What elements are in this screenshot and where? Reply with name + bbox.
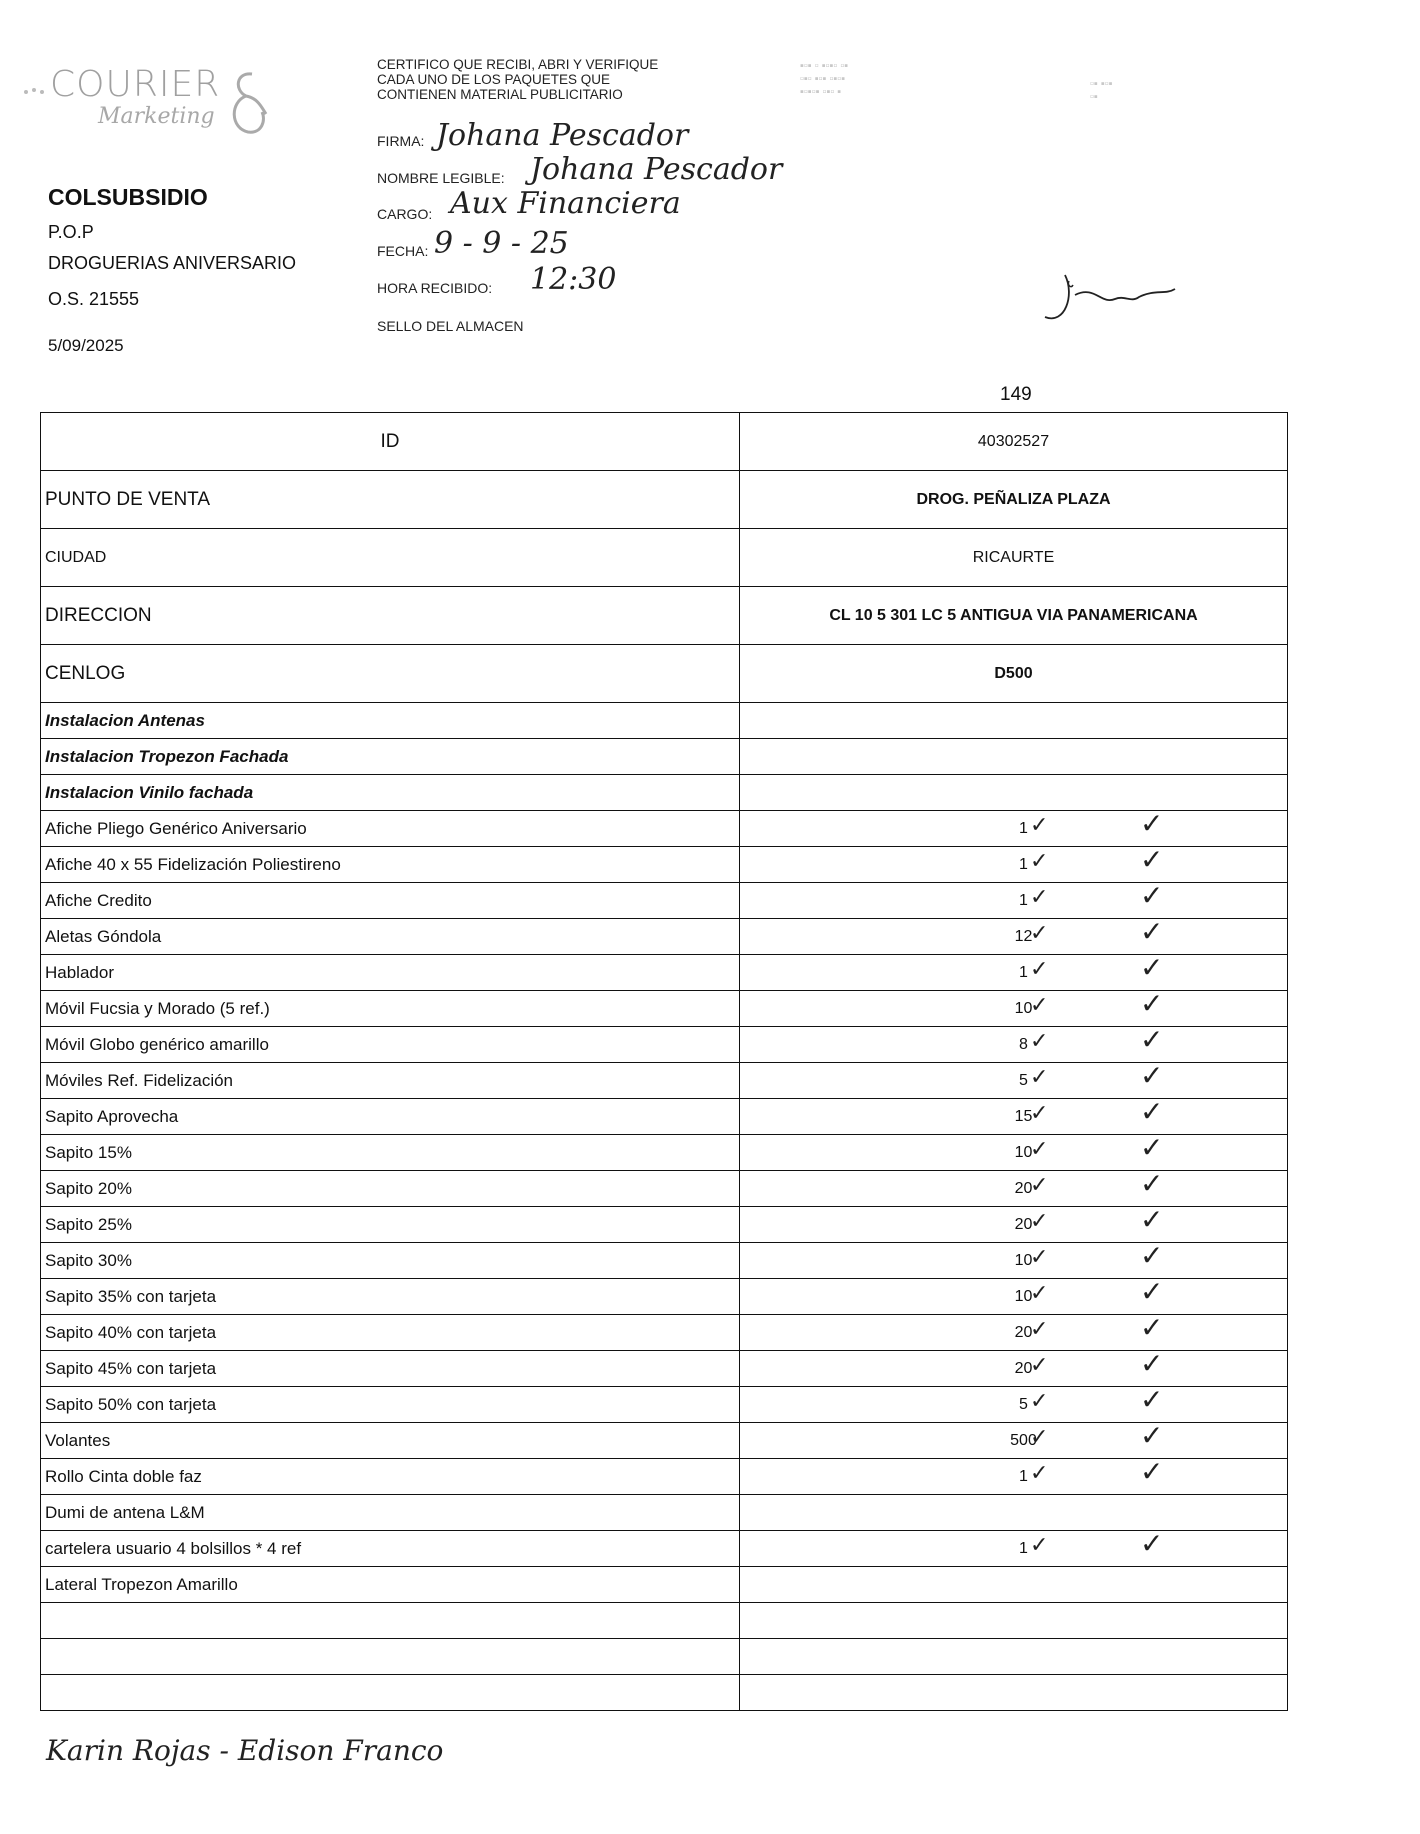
table-row bbox=[41, 1099, 1288, 1135]
item-quantity-cell bbox=[740, 1095, 1288, 1135]
table-row bbox=[41, 883, 1288, 919]
delivery-table bbox=[40, 412, 1288, 1711]
table-row bbox=[41, 703, 1288, 739]
item-name: Móviles Ref. Fidelización bbox=[41, 1063, 740, 1099]
item-quantity: 1 bbox=[1019, 819, 1028, 837]
cargo-label: CARGO: bbox=[377, 206, 433, 222]
check-mark-icon: ✓ bbox=[1030, 1317, 1049, 1342]
table-row bbox=[41, 1495, 1288, 1531]
item-quantity: 10 bbox=[1014, 1287, 1033, 1305]
item-quantity-cell bbox=[740, 1239, 1288, 1279]
check-mark-icon: ✓ bbox=[1030, 1065, 1049, 1090]
cert-line-1: CERTIFICO QUE RECIBI, ABRI Y VERIFIQUE bbox=[377, 57, 659, 72]
check-mark-icon: ✓ bbox=[1030, 1101, 1049, 1126]
item-quantity: 500 bbox=[1010, 1431, 1037, 1449]
item-name: Dumi de antena L&M bbox=[41, 1495, 740, 1531]
hora-value: 12:30 bbox=[530, 262, 617, 297]
check-mark-icon: ✓ bbox=[1140, 1203, 1164, 1236]
pop-label: P.O.P bbox=[48, 222, 94, 242]
item-quantity-cell bbox=[740, 1567, 1288, 1603]
table-row bbox=[41, 1027, 1288, 1063]
cert-line-2: CADA UNO DE LOS PAQUETES QUE bbox=[377, 72, 611, 87]
footer-signature: Karin Rojas - Edison Franco bbox=[46, 1734, 444, 1767]
check-mark-icon: ✓ bbox=[1030, 1137, 1049, 1162]
item-quantity: 1 bbox=[1019, 855, 1028, 873]
check-mark-icon: ✓ bbox=[1030, 1533, 1049, 1558]
item-quantity: 1 bbox=[1019, 963, 1028, 981]
check-mark-icon: ✓ bbox=[1140, 1023, 1164, 1056]
faint-bleed-through-text: ▫▪ ▪▫▪ ▫▪ bbox=[1090, 78, 1113, 103]
check-mark-icon: ✓ bbox=[1140, 1347, 1164, 1380]
item-name: Sapito 25% bbox=[41, 1207, 740, 1243]
item-quantity-cell bbox=[740, 843, 1288, 883]
check-mark-icon: ✓ bbox=[1030, 1389, 1049, 1414]
table-row bbox=[41, 919, 1288, 955]
item-name: Instalacion Vinilo fachada bbox=[41, 775, 740, 811]
courier-marketing-logo bbox=[22, 64, 272, 148]
item-name: Afiche 40 x 55 Fidelización Poliestireno bbox=[41, 847, 740, 883]
table-row bbox=[41, 1279, 1288, 1315]
firma-label: FIRMA: bbox=[377, 133, 425, 149]
table-row bbox=[41, 847, 1288, 883]
check-mark-icon: ✓ bbox=[1140, 987, 1164, 1020]
table-row bbox=[41, 739, 1288, 775]
logo-courier-text: COURIER bbox=[50, 64, 221, 105]
pdv-label: PUNTO DE VENTA bbox=[41, 471, 740, 529]
item-name: Sapito 40% con tarjeta bbox=[41, 1315, 740, 1351]
fecha-label: FECHA: bbox=[377, 243, 429, 259]
check-mark-icon: ✓ bbox=[1140, 1419, 1164, 1452]
firma-signature: Johana Pescador bbox=[436, 118, 689, 153]
page-number: 149 bbox=[1000, 384, 1032, 405]
item-quantity: 1 bbox=[1019, 1539, 1028, 1557]
item-quantity-cell bbox=[740, 1275, 1288, 1315]
table-row-pdv bbox=[41, 471, 1288, 529]
city-label: CIUDAD bbox=[41, 529, 740, 587]
service-order: O.S. 21555 bbox=[48, 289, 140, 309]
empty-cell bbox=[41, 1639, 740, 1675]
item-quantity-cell bbox=[740, 987, 1288, 1027]
check-mark-icon: ✓ bbox=[1030, 993, 1049, 1018]
empty-row bbox=[41, 1603, 1288, 1639]
item-name: Afiche Pliego Genérico Aniversario bbox=[41, 811, 740, 847]
item-name: Sapito 15% bbox=[41, 1135, 740, 1171]
check-mark-icon: ✓ bbox=[1140, 1239, 1164, 1272]
campaign-name: DROGUERIAS ANIVERSARIO bbox=[48, 253, 297, 273]
item-quantity-cell bbox=[740, 951, 1288, 991]
nombre-label: NOMBRE LEGIBLE: bbox=[377, 170, 505, 186]
nombre-value: Johana Pescador bbox=[530, 152, 783, 187]
table-row bbox=[41, 1423, 1288, 1459]
item-quantity-cell bbox=[740, 1203, 1288, 1243]
table-row bbox=[41, 1171, 1288, 1207]
cenlog-value: D500 bbox=[740, 645, 1288, 703]
item-name: Móvil Globo genérico amarillo bbox=[41, 1027, 740, 1063]
item-quantity: 20 bbox=[1014, 1215, 1033, 1233]
pdv-value: DROG. PEÑALIZA PLAZA bbox=[740, 471, 1288, 529]
hora-label: HORA RECIBIDO: bbox=[377, 280, 493, 296]
item-quantity-cell bbox=[740, 1495, 1288, 1531]
item-quantity-cell bbox=[740, 739, 1288, 775]
empty-cell bbox=[41, 1603, 740, 1639]
id-value: 40302527 bbox=[740, 413, 1288, 471]
item-name: Sapito 35% con tarjeta bbox=[41, 1279, 740, 1315]
sello-label: SELLO DEL ALMACEN bbox=[377, 318, 524, 334]
check-mark-icon: ✓ bbox=[1140, 1383, 1164, 1416]
logo-ampersand-icon bbox=[222, 68, 270, 140]
check-mark-icon: ✓ bbox=[1030, 1281, 1049, 1306]
check-mark-icon: ✓ bbox=[1140, 1275, 1164, 1308]
table-row-cenlog bbox=[41, 645, 1288, 703]
item-quantity-cell bbox=[740, 1059, 1288, 1099]
item-quantity: 10 bbox=[1014, 1251, 1033, 1269]
item-name: Sapito 50% con tarjeta bbox=[41, 1387, 740, 1423]
item-quantity: 1 bbox=[1019, 891, 1028, 909]
item-quantity-cell bbox=[740, 703, 1288, 739]
item-quantity-cell bbox=[740, 1311, 1288, 1351]
table-row bbox=[41, 775, 1288, 811]
item-quantity-cell bbox=[740, 1383, 1288, 1423]
item-quantity: 5 bbox=[1019, 1395, 1028, 1413]
item-quantity: 10 bbox=[1014, 999, 1033, 1017]
logo-dots-icon bbox=[22, 82, 52, 102]
item-name: Volantes bbox=[41, 1423, 740, 1459]
table-row bbox=[41, 955, 1288, 991]
check-mark-icon: ✓ bbox=[1140, 1455, 1164, 1488]
item-name: Instalacion Antenas bbox=[41, 703, 740, 739]
check-mark-icon: ✓ bbox=[1030, 813, 1049, 838]
check-mark-icon: ✓ bbox=[1030, 1173, 1049, 1198]
check-mark-icon: ✓ bbox=[1030, 1209, 1049, 1234]
item-name: Sapito Aprovecha bbox=[41, 1099, 740, 1135]
empty-cell bbox=[740, 1639, 1288, 1675]
check-mark-icon: ✓ bbox=[1140, 843, 1164, 876]
stamp-signature bbox=[1035, 255, 1215, 335]
cargo-value: Aux Financiera bbox=[450, 186, 681, 221]
check-mark-icon: ✓ bbox=[1140, 1131, 1164, 1164]
item-quantity: 1 bbox=[1019, 1467, 1028, 1485]
item-name: Sapito 20% bbox=[41, 1171, 740, 1207]
item-quantity: 10 bbox=[1014, 1143, 1033, 1161]
item-quantity-cell bbox=[740, 1167, 1288, 1207]
item-name: Aletas Góndola bbox=[41, 919, 740, 955]
table-row bbox=[41, 1351, 1288, 1387]
cert-line-3: CONTIENEN MATERIAL PUBLICITARIO bbox=[377, 87, 623, 102]
table-row bbox=[41, 1207, 1288, 1243]
item-name: Sapito 30% bbox=[41, 1243, 740, 1279]
table-row bbox=[41, 1531, 1288, 1567]
check-mark-icon: ✓ bbox=[1030, 1461, 1049, 1486]
check-mark-icon: ✓ bbox=[1140, 1527, 1164, 1560]
check-mark-icon: ✓ bbox=[1140, 1311, 1164, 1344]
item-name: Rollo Cinta doble faz bbox=[41, 1459, 740, 1495]
check-mark-icon: ✓ bbox=[1030, 1245, 1049, 1270]
item-quantity: 20 bbox=[1014, 1323, 1033, 1341]
check-mark-icon: ✓ bbox=[1140, 1167, 1164, 1200]
item-name: cartelera usuario 4 bolsillos * 4 ref bbox=[41, 1531, 740, 1567]
item-quantity-cell bbox=[740, 1131, 1288, 1171]
item-name: Móvil Fucsia y Morado (5 ref.) bbox=[41, 991, 740, 1027]
fecha-value: 9 - 9 - 25 bbox=[434, 226, 569, 261]
check-mark-icon: ✓ bbox=[1140, 1095, 1164, 1128]
check-mark-icon: ✓ bbox=[1140, 915, 1164, 948]
empty-cell bbox=[740, 1675, 1288, 1711]
table-row-id bbox=[41, 413, 1288, 471]
item-name: Afiche Credito bbox=[41, 883, 740, 919]
city-value: RICAURTE bbox=[740, 529, 1288, 587]
table-row bbox=[41, 1567, 1288, 1603]
item-name: Sapito 45% con tarjeta bbox=[41, 1351, 740, 1387]
item-quantity-cell bbox=[740, 1527, 1288, 1567]
check-mark-icon: ✓ bbox=[1140, 1059, 1164, 1092]
address-value: CL 10 5 301 LC 5 ANTIGUA VIA PANAMERICANA bbox=[740, 587, 1288, 645]
table-row-city bbox=[41, 529, 1288, 587]
check-mark-icon: ✓ bbox=[1140, 951, 1164, 984]
check-mark-icon: ✓ bbox=[1030, 1353, 1049, 1378]
address-label: DIRECCION bbox=[41, 587, 740, 645]
table-row bbox=[41, 1063, 1288, 1099]
table-row bbox=[41, 1387, 1288, 1423]
check-mark-icon: ✓ bbox=[1030, 849, 1049, 874]
id-label: ID bbox=[41, 413, 740, 471]
table-row bbox=[41, 1243, 1288, 1279]
faint-bleed-through-text: ▪▫▪ ▫ ▪▫▪▫ ▫▪ ▫▪▫ ▪▫▪ ▫▪▫▪ ▪▫▪▫▪ ▫▪▫ ▪ bbox=[800, 60, 849, 98]
item-quantity-cell bbox=[740, 1455, 1288, 1495]
item-quantity: 15 bbox=[1014, 1107, 1033, 1125]
table-row bbox=[41, 1135, 1288, 1171]
table-row bbox=[41, 811, 1288, 847]
table-row-address bbox=[41, 587, 1288, 645]
check-mark-icon: ✓ bbox=[1030, 1425, 1049, 1450]
item-quantity: 20 bbox=[1014, 1359, 1033, 1377]
check-mark-icon: ✓ bbox=[1030, 957, 1049, 982]
item-quantity: 8 bbox=[1019, 1035, 1028, 1053]
item-quantity-cell bbox=[740, 807, 1288, 847]
item-quantity-cell bbox=[740, 1023, 1288, 1063]
item-name: Hablador bbox=[41, 955, 740, 991]
certification-text bbox=[377, 57, 737, 102]
document-date: 5/09/2025 bbox=[48, 336, 124, 355]
item-name: Lateral Tropezon Amarillo bbox=[41, 1567, 740, 1603]
item-quantity-cell bbox=[740, 915, 1288, 955]
item-quantity: 20 bbox=[1014, 1179, 1033, 1197]
item-quantity-cell bbox=[740, 1419, 1288, 1459]
item-quantity-cell bbox=[740, 1347, 1288, 1387]
logo-marketing-text: Marketing bbox=[98, 104, 215, 129]
item-name: Instalacion Tropezon Fachada bbox=[41, 739, 740, 775]
check-mark-icon: ✓ bbox=[1030, 1029, 1049, 1054]
item-quantity: 5 bbox=[1019, 1071, 1028, 1089]
table-row bbox=[41, 1459, 1288, 1495]
table-row bbox=[41, 1315, 1288, 1351]
check-mark-icon: ✓ bbox=[1030, 885, 1049, 910]
item-quantity-cell bbox=[740, 879, 1288, 919]
table-row bbox=[41, 991, 1288, 1027]
item-quantity-cell bbox=[740, 775, 1288, 811]
check-mark-icon: ✓ bbox=[1140, 879, 1164, 912]
check-mark-icon: ✓ bbox=[1140, 807, 1164, 840]
client-name: COLSUBSIDIO bbox=[48, 184, 208, 210]
check-mark-icon: ✓ bbox=[1030, 921, 1049, 946]
cenlog-label: CENLOG bbox=[41, 645, 740, 703]
empty-cell bbox=[740, 1603, 1288, 1639]
empty-cell bbox=[41, 1675, 740, 1711]
empty-row bbox=[41, 1639, 1288, 1675]
empty-row bbox=[41, 1675, 1288, 1711]
item-quantity: 12 bbox=[1014, 927, 1033, 945]
